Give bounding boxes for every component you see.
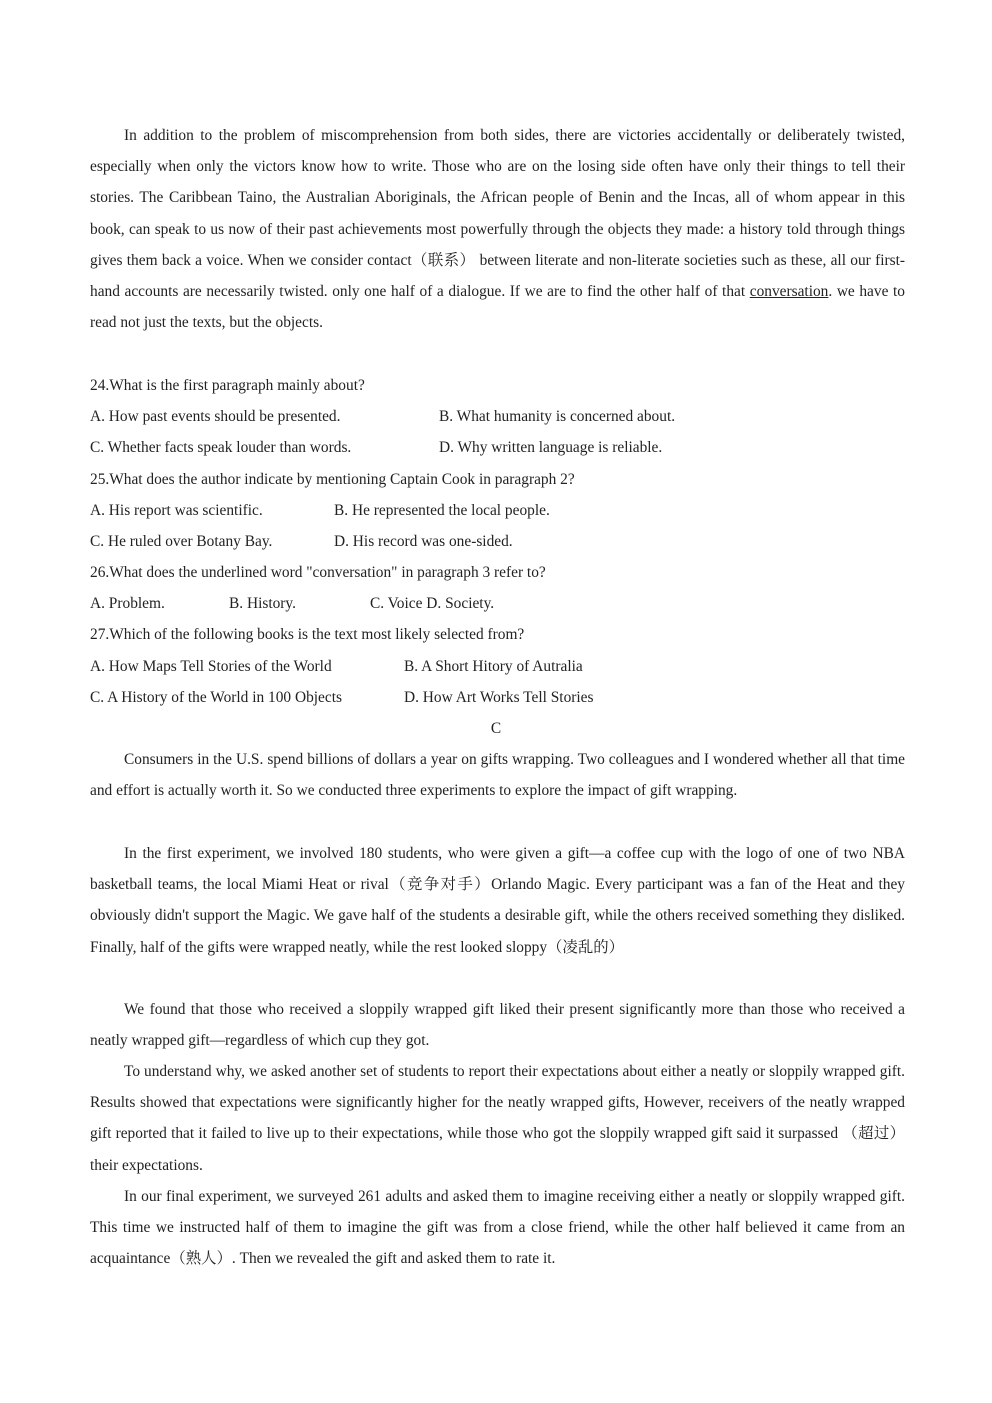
- section-c-paragraph-2: In the first experiment, we involved 180 students, who were given a gift—a coffee cup with the logo of one of two NBA basketball teams, the local Miami Heat or rival（竞争对手）Orlando Magic. Every participant was a fan of the Heat and they obviously didn't support the Magic. We gave half of the students a desirable gift, while the others received something they disliked. Finally, half of the gifts were wrapped neatly, while the rest looked sloppy（凌乱的）: [90, 845, 905, 956]
- question-25-stem: 25.What does the author indicate by mentioning Captain Cook in paragraph 2?: [90, 471, 575, 488]
- question-27-option-a: A. How Maps Tell Stories of the World: [90, 658, 332, 675]
- section-c-paragraph-3: We found that those who received a sloppily wrapped gift liked their present significantly more than those who received a neatly wrapped gift—regardless of which cup they got.: [90, 1001, 905, 1050]
- question-26-option-b: B. History.: [229, 595, 296, 612]
- question-27-option-d: D. How Art Works Tell Stories: [404, 689, 594, 706]
- question-26-option-c-d: C. Voice D. Society.: [370, 595, 495, 612]
- question-24-option-c: C. Whether facts speak louder than words.: [90, 439, 352, 456]
- question-25-option-b: B. He represented the local people.: [334, 502, 550, 519]
- question-24-option-a: A. How past events should be presented.: [90, 408, 341, 425]
- section-c-heading: C: [490, 720, 502, 737]
- paragraph-text-end: . we have to read not just the texts, but the objects.: [90, 283, 905, 332]
- section-c-paragraph-1: Consumers in the U.S. spend billions of dollars a year on gifts wrapping. Two colleagues and I wondered whether all that time and effort is actually worth it. So we conducted three experiments to explore the impact of gift wrapping.: [90, 751, 905, 800]
- question-27-stem: 27.Which of the following books is the text most likely selected from?: [90, 626, 525, 643]
- section-c-paragraph-5: In our final experiment, we surveyed 261 adults and asked them to imagine receiving either a neatly or sloppily wrapped gift. This time we instructed half of them to imagine the gift was from a close friend, while the other half believed it came from an acquaintance（熟人）. Then we revealed the gift and asked them to rate it.: [90, 1188, 905, 1268]
- question-24-option-b: B. What humanity is concerned about.: [439, 408, 676, 425]
- passage-b-final-paragraph: [90, 120, 905, 338]
- question-25-option-a: A. His report was scientific.: [90, 502, 263, 519]
- section-c-paragraph-4: To understand why, we asked another set of students to report their expectations about either a neatly or sloppily wrapped gift. Results showed that expectations were significantly higher for the neatly wrapped gifts, However, receivers of the neatly wrapped gift reported that it failed to live up to their expectations, while those who got the sloppily wrapped gift said it surpassed （超过） their expectations.: [90, 1063, 905, 1174]
- question-27-option-b: B. A Short Hitory of Autralia: [404, 658, 583, 675]
- question-25-option-d: D. His record was one-sided.: [334, 533, 513, 550]
- question-26-option-a: A. Problem.: [90, 595, 165, 612]
- question-24-stem: 24.What is the first paragraph mainly about?: [90, 377, 365, 394]
- question-24-option-d: D. Why written language is reliable.: [439, 439, 663, 456]
- paragraph-text: In addition to the problem of miscomprehension from both sides, there are victories accidentally or deliberately twisted, especially when only the victors know how to write. Those who are on the losing side often have only their things to tell their stories. The Caribbean Taino, the Australian Aboriginals, the African people of Benin and the Incas, all of whom appear in this book, can speak to us now of their past achievements most powerfully through the objects they made: a history told through things gives them back a voice. When we consider contact（联系） between literate and non-literate societies such as these, all our first-hand accounts are necessarily twisted. only one half of a dialogue. If we are to find the other half of that: [90, 127, 905, 301]
- underlined-word-conversation: conversation: [749, 283, 829, 301]
- question-25-option-c: C. He ruled over Botany Bay.: [90, 533, 273, 550]
- question-26-stem: 26.What does the underlined word "conversation" in paragraph 3 refer to?: [90, 564, 546, 581]
- question-27-option-c: C. A History of the World in 100 Objects: [90, 689, 342, 706]
